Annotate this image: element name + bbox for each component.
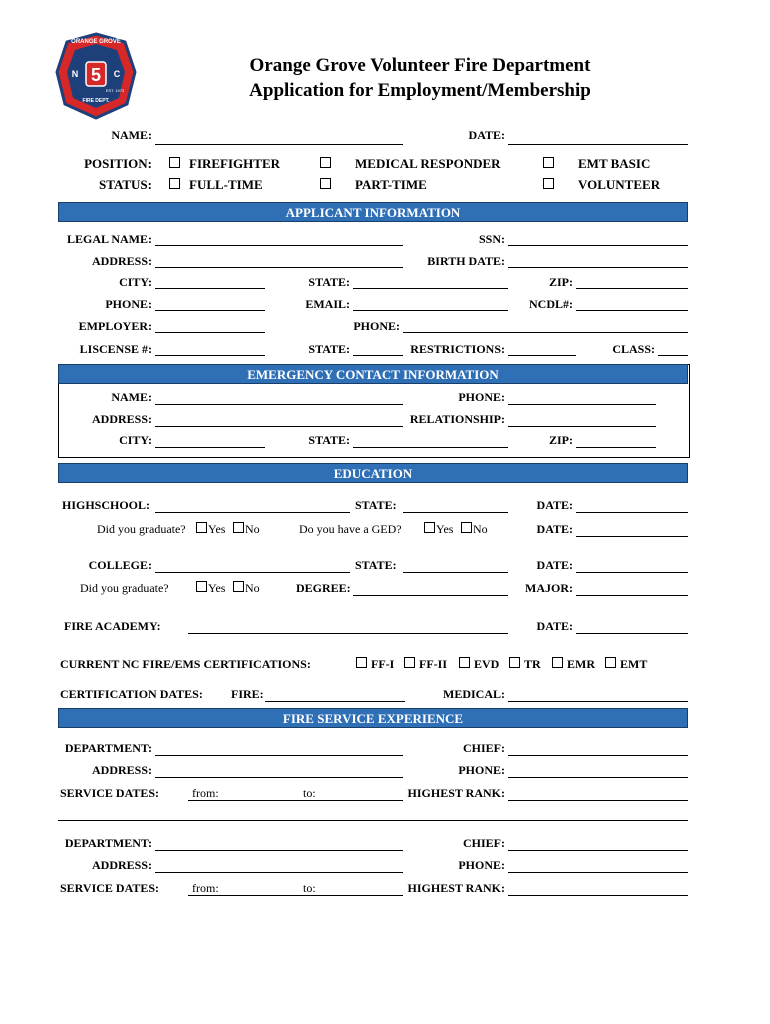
college-graduate-yes-checkbox[interactable] — [196, 581, 207, 592]
emergency-phone-label: PHONE: — [458, 390, 505, 404]
class-label: CLASS: — [612, 342, 655, 356]
fire-service-experience-header: FIRE SERVICE EXPERIENCE — [58, 708, 688, 728]
ged-date-label: DATE: — [536, 522, 573, 536]
cert-emt-checkbox[interactable] — [605, 657, 616, 668]
department-1-label: DEPARTMENT: — [64, 741, 152, 755]
college-graduate-no-label: No — [245, 581, 260, 595]
ncdl-label: NCDL#: — [529, 297, 573, 311]
service-to-2-label: to: — [303, 881, 316, 895]
hs-graduate-question: Did you graduate? — [97, 522, 186, 536]
city-field[interactable] — [155, 288, 265, 289]
restrictions-label: RESTRICTIONS: — [410, 342, 505, 356]
emergency-address-label: ADDRESS: — [91, 412, 152, 426]
exp-address-1-label: ADDRESS: — [91, 763, 152, 777]
employer-field[interactable] — [155, 332, 265, 333]
license-state-field[interactable] — [353, 355, 403, 356]
hs-graduate-yes-checkbox[interactable] — [196, 522, 207, 533]
ged-yes-checkbox[interactable] — [424, 522, 435, 533]
college-date-field[interactable] — [576, 572, 688, 573]
ged-question: Do you have a GED? — [299, 522, 402, 536]
hs-graduate-no-label: No — [245, 522, 260, 536]
part-time-label: PART-TIME — [355, 177, 427, 192]
name-field[interactable] — [155, 144, 403, 145]
state-label: STATE: — [308, 275, 350, 289]
medical-cert-date-label: MEDICAL: — [443, 687, 505, 701]
cert-evd-label: EVD — [474, 657, 500, 671]
certification-dates-label: CERTIFICATION DATES: — [60, 687, 203, 701]
service-dates-1-field[interactable] — [188, 800, 403, 801]
logo-top-text: ORANGE GROVE — [71, 39, 121, 45]
applicant-info-header: APPLICANT INFORMATION — [58, 202, 688, 222]
position-label: POSITION: — [84, 156, 152, 171]
highest-rank-2-label: HIGHEST RANK: — [407, 881, 505, 895]
fire-academy-field[interactable] — [188, 633, 508, 634]
department-2-label: DEPARTMENT: — [64, 836, 152, 850]
chief-2-label: CHIEF: — [463, 836, 505, 850]
legal-name-field[interactable] — [155, 245, 403, 246]
logo-left-letter: N — [71, 69, 79, 79]
experience-divider — [58, 820, 688, 821]
highschool-field[interactable] — [155, 512, 350, 513]
exp-phone-2-field[interactable] — [508, 872, 688, 873]
service-from-1-label: from: — [192, 786, 219, 800]
emergency-state-field[interactable] — [353, 447, 508, 448]
emt-basic-checkbox[interactable] — [543, 157, 554, 168]
fire-department-logo — [55, 32, 137, 120]
relationship-field[interactable] — [508, 426, 656, 427]
volunteer-label: VOLUNTEER — [578, 177, 661, 192]
highschool-label: HIGHSCHOOL: — [62, 498, 151, 512]
fire-academy-date-field[interactable] — [576, 633, 688, 634]
ged-no-label: No — [473, 522, 488, 536]
part-time-checkbox[interactable] — [320, 178, 331, 189]
address-field[interactable] — [155, 267, 403, 268]
college-graduate-question: Did you graduate? — [80, 581, 169, 595]
emergency-address-field[interactable] — [155, 426, 403, 427]
exp-phone-2-label: PHONE: — [458, 858, 505, 872]
college-graduate-no-checkbox[interactable] — [233, 581, 244, 592]
medical-responder-checkbox[interactable] — [320, 157, 331, 168]
department-2-field[interactable] — [155, 850, 403, 851]
chief-1-field[interactable] — [508, 755, 688, 756]
college-state-field[interactable] — [403, 572, 508, 573]
highest-rank-2-field[interactable] — [508, 895, 688, 896]
emergency-zip-label: ZIP: — [549, 433, 573, 447]
status-label: STATUS: — [99, 177, 152, 192]
cert-emr-checkbox[interactable] — [552, 657, 563, 668]
employer-phone-field[interactable] — [403, 332, 688, 333]
certifications-label: CURRENT NC FIRE/EMS CERTIFICATIONS: — [60, 657, 311, 671]
cert-ff1-checkbox[interactable] — [356, 657, 367, 668]
chief-1-label: CHIEF: — [463, 741, 505, 755]
fire-academy-label: FIRE ACADEMY: — [64, 619, 161, 633]
email-field[interactable] — [353, 310, 508, 311]
medical-responder-label: MEDICAL RESPONDER — [355, 156, 501, 171]
exp-address-2-field[interactable] — [155, 872, 403, 873]
logo-right-letter: C — [113, 69, 121, 79]
college-state-label: STATE: — [355, 558, 397, 572]
city-label: CITY: — [119, 275, 152, 289]
medical-cert-date-field[interactable] — [508, 701, 688, 702]
emergency-city-field[interactable] — [155, 447, 265, 448]
legal-name-label: LEGAL NAME: — [66, 232, 152, 246]
exp-address-1-field[interactable] — [155, 777, 403, 778]
service-to-1-label: to: — [303, 786, 316, 800]
exp-address-2-label: ADDRESS: — [91, 858, 152, 872]
logo-number: 5 — [90, 65, 102, 85]
major-field[interactable] — [576, 595, 688, 596]
date-field[interactable] — [508, 144, 688, 145]
birth-date-field[interactable] — [508, 267, 688, 268]
highschool-state-field[interactable] — [403, 512, 508, 513]
highest-rank-1-label: HIGHEST RANK: — [407, 786, 505, 800]
highschool-state-label: STATE: — [355, 498, 397, 512]
education-header: EDUCATION — [58, 463, 688, 483]
department-1-field[interactable] — [155, 755, 403, 756]
ged-date-field[interactable] — [576, 536, 688, 537]
ged-no-checkbox[interactable] — [461, 522, 472, 533]
college-date-label: DATE: — [536, 558, 573, 572]
ssn-label: SSN: — [478, 232, 505, 246]
birth-date-label: BIRTH DATE: — [427, 254, 505, 268]
fire-academy-date-label: DATE: — [536, 619, 573, 633]
zip-field[interactable] — [576, 288, 688, 289]
employer-label: EMPLOYER: — [78, 319, 152, 333]
volunteer-checkbox[interactable] — [543, 178, 554, 189]
emergency-zip-field[interactable] — [576, 447, 656, 448]
full-time-checkbox[interactable] — [169, 178, 180, 189]
exp-phone-1-label: PHONE: — [458, 763, 505, 777]
emergency-phone-field[interactable] — [508, 404, 656, 405]
cert-tr-checkbox[interactable] — [509, 657, 520, 668]
license-field[interactable] — [155, 355, 265, 356]
emergency-name-field[interactable] — [155, 404, 403, 405]
firefighter-checkbox[interactable] — [169, 157, 180, 168]
restrictions-field[interactable] — [508, 355, 576, 356]
emergency-state-label: STATE: — [308, 433, 350, 447]
emergency-name-label: NAME: — [111, 390, 152, 404]
highschool-date-field[interactable] — [576, 512, 688, 513]
license-state-label: STATE: — [308, 342, 350, 356]
exp-phone-1-field[interactable] — [508, 777, 688, 778]
ged-yes-label: Yes — [436, 522, 454, 536]
name-label: NAME: — [111, 128, 152, 142]
cert-emt-label: EMT — [620, 657, 648, 671]
form-subtitle: Application for Employment/Membership — [249, 80, 591, 101]
phone-label: PHONE: — [105, 297, 152, 311]
chief-2-field[interactable] — [508, 850, 688, 851]
fire-cert-date-label: FIRE: — [231, 687, 264, 701]
license-label: LISCENSE #: — [79, 342, 152, 356]
full-time-label: FULL-TIME — [189, 177, 263, 192]
ncdl-field[interactable] — [576, 310, 688, 311]
degree-field[interactable] — [353, 595, 508, 596]
college-field[interactable] — [155, 572, 350, 573]
cert-evd-checkbox[interactable] — [459, 657, 470, 668]
service-dates-2-label: SERVICE DATES: — [60, 881, 160, 895]
class-field[interactable] — [658, 355, 688, 356]
fire-cert-date-field[interactable] — [265, 701, 405, 702]
service-dates-1-label: SERVICE DATES: — [60, 786, 160, 800]
form-title: Orange Grove Volunteer Fire Department — [249, 55, 591, 76]
highschool-date-label: DATE: — [536, 498, 573, 512]
state-field[interactable] — [353, 288, 508, 289]
emergency-city-label: CITY: — [119, 433, 152, 447]
cert-emr-label: EMR — [567, 657, 595, 671]
highest-rank-1-field[interactable] — [508, 800, 688, 801]
date-label: DATE: — [468, 128, 505, 142]
logo-bottom-text: FIRE DEPT. — [82, 98, 110, 104]
logo-side-text: EST. 1973 — [105, 88, 125, 93]
emergency-contact-header: EMERGENCY CONTACT INFORMATION — [58, 364, 688, 384]
cert-ff1-label: FF-I — [371, 657, 395, 671]
ssn-field[interactable] — [508, 245, 688, 246]
email-label: EMAIL: — [305, 297, 350, 311]
hs-graduate-yes-label: Yes — [208, 522, 226, 536]
service-dates-2-field[interactable] — [188, 895, 403, 896]
degree-label: DEGREE: — [296, 581, 351, 595]
service-from-2-label: from: — [192, 881, 219, 895]
address-label: ADDRESS: — [91, 254, 152, 268]
phone-field[interactable] — [155, 310, 265, 311]
employer-phone-label: PHONE: — [353, 319, 400, 333]
firefighter-label: FIREFIGHTER — [189, 156, 281, 171]
relationship-label: RELATIONSHIP: — [409, 412, 505, 426]
cert-tr-label: TR — [524, 657, 541, 671]
cert-ff2-checkbox[interactable] — [404, 657, 415, 668]
college-label: COLLEGE: — [88, 558, 152, 572]
hs-graduate-no-checkbox[interactable] — [233, 522, 244, 533]
college-graduate-yes-label: Yes — [208, 581, 226, 595]
major-label: MAJOR: — [525, 581, 573, 595]
zip-label: ZIP: — [549, 275, 573, 289]
cert-ff2-label: FF-II — [419, 657, 447, 671]
emt-basic-label: EMT BASIC — [578, 156, 651, 171]
